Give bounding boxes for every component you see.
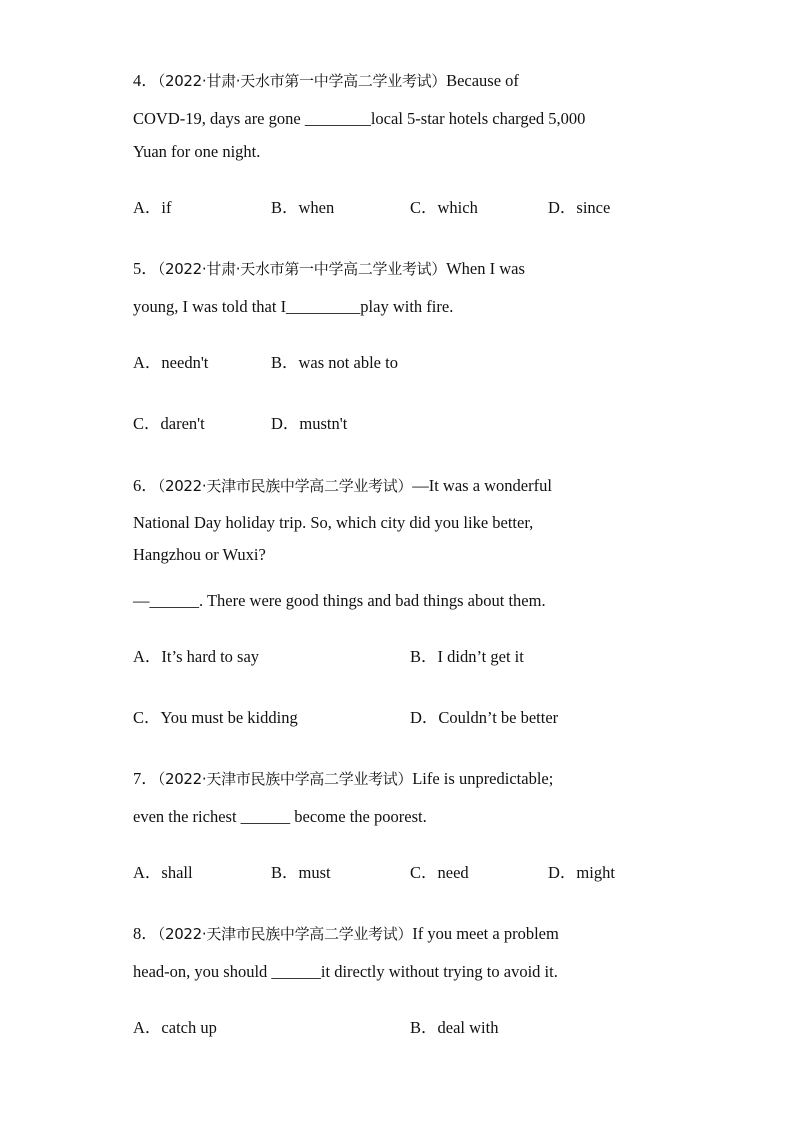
question-source: （2022·天津市民族中学高二学业考试）	[157, 770, 413, 788]
option-a[interactable]: A．needn't	[133, 353, 209, 372]
question-5-stem-line-1	[133, 255, 525, 279]
question-7-stem-line-2: even the richest ______ become the poorest.	[133, 807, 427, 826]
question-number: 8．	[133, 924, 158, 943]
question-8-stem-line-2: head-on, you should ______it directly without trying to avoid it.	[133, 962, 558, 981]
option-a[interactable]: A．shall	[133, 863, 193, 882]
question-6-stem-line-4: —______. There were good things and bad things about them.	[133, 591, 546, 610]
option-d[interactable]: D．Couldn’t be better	[410, 708, 559, 727]
question-text: —It was a wonderful	[412, 476, 552, 495]
question-4-stem-line-2: COVD-19, days are gone ________local 5-star hotels charged 5,000	[133, 109, 586, 128]
option-c[interactable]: C．You must be kidding	[133, 708, 298, 727]
question-text: If you meet a problem	[412, 924, 559, 943]
question-source: （2022·甘肃·天水市第一中学高二学业考试）	[157, 72, 447, 90]
question-4-stem-line-3: Yuan for one night.	[133, 142, 261, 161]
option-b[interactable]: B．must	[271, 863, 331, 882]
question-6-stem-line-1	[133, 472, 552, 496]
option-a[interactable]: A．if	[133, 198, 172, 217]
question-source: （2022·天津市民族中学高二学业考试）	[157, 925, 413, 943]
question-8-stem-line-1	[133, 920, 559, 944]
question-7-stem-line-1	[133, 765, 553, 789]
option-d[interactable]: D．since	[548, 198, 611, 217]
option-c[interactable]: C．need	[410, 863, 469, 882]
option-a[interactable]: A．catch up	[133, 1018, 217, 1037]
question-6-stem-line-3: Hangzhou or Wuxi?	[133, 545, 266, 564]
question-5-stem-line-2: young, I was told that I_________play with fire.	[133, 297, 454, 316]
question-source: （2022·天津市民族中学高二学业考试）	[157, 477, 413, 495]
option-a[interactable]: A．It’s hard to say	[133, 647, 260, 666]
question-text: Life is unpredictable;	[412, 769, 554, 788]
question-number: 6．	[133, 476, 158, 495]
question-number: 7．	[133, 769, 158, 788]
question-number: 5．	[133, 259, 158, 278]
question-text: Because of	[446, 71, 519, 90]
option-c[interactable]: C．daren't	[133, 414, 205, 433]
question-6-stem-line-2: National Day holiday trip. So, which city did you like better,	[133, 513, 534, 532]
option-b[interactable]: B．deal with	[410, 1018, 499, 1037]
question-4-stem-line-1	[133, 67, 519, 91]
option-c[interactable]: C．which	[410, 198, 478, 217]
option-d[interactable]: D．mustn't	[271, 414, 348, 433]
question-number: 4．	[133, 71, 158, 90]
question-source: （2022·甘肃·天水市第一中学高二学业考试）	[157, 260, 447, 278]
option-b[interactable]: B．was not able to	[271, 353, 398, 372]
option-b[interactable]: B．when	[271, 198, 335, 217]
question-text: When I was	[446, 259, 525, 278]
option-b[interactable]: B．I didn’t get it	[410, 647, 524, 666]
option-d[interactable]: D．might	[548, 863, 615, 882]
